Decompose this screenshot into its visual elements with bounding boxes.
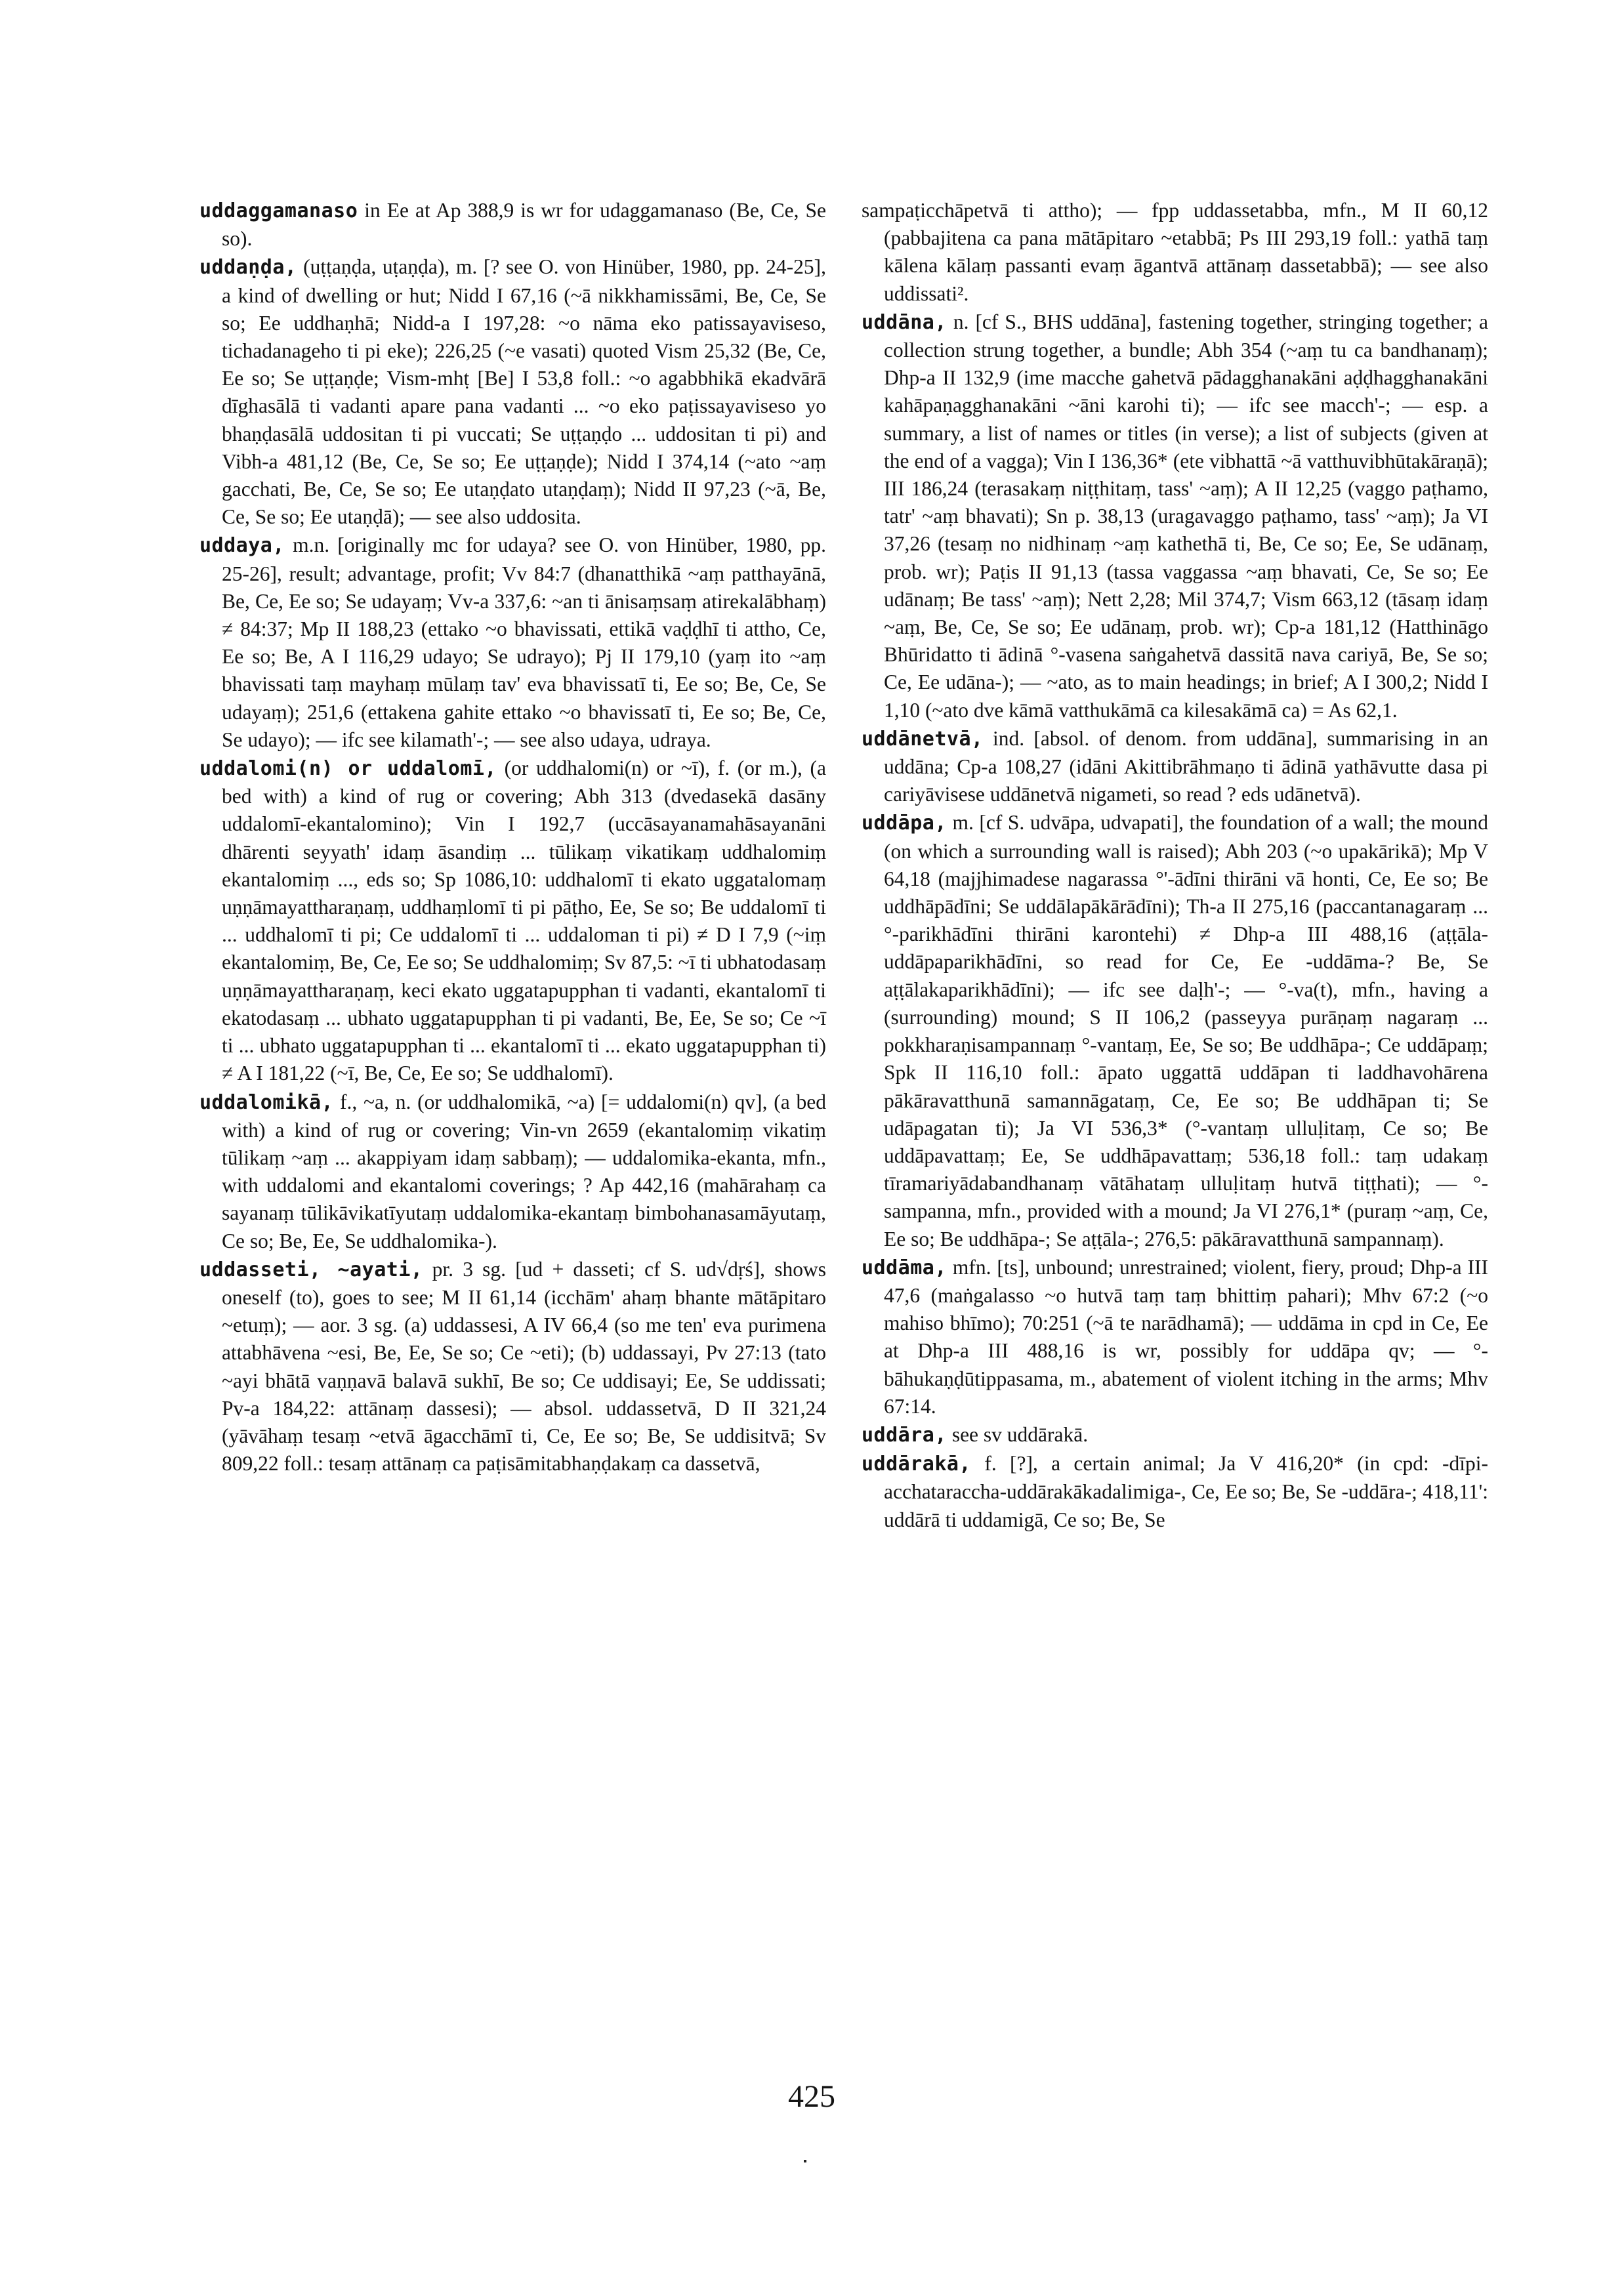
entry-headword: uddārakā, — [862, 1453, 972, 1476]
entry-text: sampaṭicchāpetvā ti attho); — fpp uddassetabba, mfn., M II 60,12 (pabbajitena ca pana mātāpitaro ~etabbā; Ps III 293,19 foll.: yathā taṃ kālena kālaṃ passanti evaṃ āgantvā attānaṃ dassetabbā); — see also uddissati². — [862, 199, 1488, 305]
entry-text: mfn. [ts], unbound; unrestrained; violent, fiery, proud; Dhp-a III 47,6 (maṅgalasso ~o hutvā taṃ taṃ bhittiṃ pahari); Mhv 67:2 (~o mahiso bhīmo); 70:251 (~ā te narādhamā); — uddāma in cpd in Ce, Ee at Dhp-a III 488,16 is wr, possibly for uddāpa qv; — °-bāhukaṇḍūtippasama, m., abatement of violent itching in the arms; Mhv 67:14. — [884, 1255, 1488, 1418]
entry-headword: uddānetvā, — [862, 727, 984, 751]
entry-text: (or uddhalomi(n) or ~ī), f. (or m.), (a bed with) a kind of rug or covering; Abh 313 (dvedasekā dasāny uddalomī-ekantalomino); Vin I 192,7 (uccāsayanamahāsayanāni dhārenti seyyath' idaṃ āsandiṃ ... tūlikaṃ vikatikaṃ uddhalomiṃ ekantalomiṃ ..., eds so; Sp 1086,10: uddhalomī ti ekato uggatalomaṃ uṇṇāmayattharaṇaṃ, uddhaṃlomī ti pi pāṭho, Ee, Se so; Be uddalomī ti ... uddhalomī ti pi; Ce uddalomī ti ... uddaloman ti pi) ≠ D I 7,9 (~iṃ ekantalomiṃ, Be, Ce, Ee so; Se uddhalomiṃ; Sv 87,5: ~ī ti ubhatodasaṃ uṇṇāmayattharaṇaṃ, keci ekato uggatapupphan ti vadanti, ekantalomī ti ekatodasaṃ ... ubhato uggatapupphan ti pi vadanti, Be, Ee, Se so; Ce ~ī ti ... ubhato uggatapupphan ti ... ekantalomī ti ... ekato uggatapupphan ti) ≠ A I 181,22 (~ī, Be, Ce, Ee so; Se uddhalomī). — [222, 756, 826, 1085]
left-column — [199, 197, 826, 1478]
dictionary-entry — [862, 1450, 1488, 1534]
entry-text: m.n. [originally mc for udaya? see O. von Hinüber, 1980, pp. 25-26], result; advantage, profit; Vv 84:7 (dhanatthikā ~aṃ patthayānā, Be, Ce, Ee so; Se udayaṃ; Vv-a 337,6: ~an ti ānisaṃsaṃ atirekalābhaṃ) ≠ 84:37; Mp II 188,23 (ettako ~o bhavissati, ettikā vaḍḍhī ti attho, Ce, Ee so; Be, A I 116,29 udayo; Se udrayo); Pj II 179,10 (yaṃ ito ~aṃ bhavissati taṃ mayhaṃ mūlaṃ tav' eva bhavissatī ti, Ee so; Be, Ce, Se udayaṃ); 251,6 (ettakena gahite ettako ~o bhavissatī ti, Ee so; Be, Ce, Se udayo); — ifc see kilamath'-; — see also udaya, udraya. — [222, 533, 826, 751]
entry-headword: uddaggamanaso — [199, 199, 358, 222]
dictionary-entry — [199, 531, 826, 754]
page-number: 425 — [788, 2079, 835, 2114]
entry-text: n. [cf S., BHS uddāna], fastening together, stringing together; a collection strung together, a bundle; Abh 354 (~aṃ tu ca bandhanaṃ); Dhp-a II 132,9 (ime macche gahetvā pādagghanakāni aḍḍhagghanakāni kahāpaṇagghanakāni ~āni karohi ti); — ifc see macch'-; — esp. a summary, a list of names or titles (in verse); a list of subjects (given at the end of a vagga); Vin I 136,36* (ete vibhattā ~ā vatthuvibhūtakāraṇā); III 186,24 (terasakaṃ niṭṭhitaṃ, tass' ~aṃ); A II 12,25 (vaggo paṭhamo, tatr' ~aṃ bhavati); Sn p. 38,13 (uragavaggo paṭhamo, tass' ~aṃ); Ja VI 37,26 (tesaṃ no nidhinaṃ ~aṃ kathethā ti, Be, Ce so; Ee, Se udānaṃ, prob. wr); Paṭis II 91,13 (tassa vaggassa ~aṃ bhavati, Ce, Se so; Ee udānaṃ; Be tass' ~aṃ); Nett 2,28; Mil 374,7; Vism 663,12 (tāsaṃ idaṃ ~aṃ, Be, Ce, Se so; Ee udānaṃ, prob. wr); Cp-a 181,12 (Hatthināgo Bhūridatto ti ādinā °-vasena saṅgahetvā dassitā nava cariyā, Be, Se so; Ce, Ee udāna-); — ~ato, as to main headings; in brief; A I 300,2; Nidd I 1,10 (~ato dve kāmā vatthukāmā ca kilesakāmā ca) = As 62,1. — [884, 310, 1488, 722]
dictionary-entry — [862, 308, 1488, 724]
entry-text: (uṭṭaṇḍa, uṭaṇḍa), m. [? see O. von Hinüber, 1980, pp. 24-25], a kind of dwelling or hut; Nidd I 67,16 (~ā nikkhamissāmi, Be, Ce, Se so; Ee uddhaṇhā; Nidd-a I 197,28: ~o nāma eko patissayaviseso, tichadanageho ti pi eke); 226,25 (~e vasati) quoted Vism 25,32 (Be, Ce, Ee so; Se uṭṭaṇḍe; Vism-mhṭ [Be] I 53,8 foll.: ~o agabbhikā ekadvārā dīghasālā ti vadanti apare pana vadanti ... ~o eko paṭissayaviseso yo bhaṇḍasālā uddositan ti pi vuccati; Se uṭṭaṇḍo ... uddositan ti pi) and Vibh-a 481,12 (Be, Ce, Se so; Ee uṭṭaṇḍe); Nidd I 374,14 (~ato ~aṃ gacchati, Be, Ce, Se so; Ee utaṇḍato utaṇḍaṃ); Nidd II 97,23 (~ā, Be, Ce, Se so; Ee utaṇḍā); — see also uddosita. — [222, 255, 826, 529]
entry-text: in Ee at Ap 388,9 is wr for udaggamanaso (Be, Ce, Se so). — [222, 199, 827, 251]
dictionary-entry — [862, 1254, 1488, 1420]
entry-text: m. [cf S. udvāpa, udvapati], the foundation of a wall; the mound (on which a surrounding wall is raised); Abh 203 (~o upakārikā); Mp V 64,18 (majjhimadese nagarassa °'-ādīni thirāni vā honti, Ce, Ee so; Be uddhāpādīni; Se uddālapākārādīni); Th-a II 275,16 (paccantanagaraṃ ... °-parikhādīni thirāni karontehi) ≠ Dhp-a III 488,16 (aṭṭāla-uddāpaparikhādīni, so read for Ce, Ee -uddāma-? Be, Se aṭṭālakaparikhādīni); — ifc see daḷh'-; — °-va(t), mfn., having a (surrounding) mound; S II 106,2 (passeyya purāṇaṃ nagaraṃ ... pokkharaṇisampannaṃ °-vantaṃ, Ee, Se so; Be uddhāpa-; Ce uddāpaṃ; Spk II 116,10 foll.: āpato uggattā uddāpan ti laddhavohārena pākāravatthunā samannāgataṃ, Ce, Ee so; Be uddhāpan ti; Se udāpagatan ti); Ja VI 536,3* (°-vantaṃ ulluḷitaṃ, Ce so; Be uddāpavattaṃ; Ee, Se uddhāpavattaṃ; 536,18 foll.: taṃ udakaṃ tīramariyādabandhanaṃ vātāhataṃ ulluḷitaṃ hutvā tiṭṭhati); — °-sampanna, mfn., provided with a mound; Ja VI 276,1* (puraṃ ~aṃ, Ce, Ee so; Be uddhāpa-; Se aṭṭāla-; 276,5: pākāravatthunā sampannaṃ). — [884, 811, 1489, 1251]
entry-headword: uddāra, — [862, 1423, 947, 1447]
entry-text: ind. [absol. of denom. from uddāna], summarising in an uddāna; Cp-a 108,27 (idāni Akittibrāhmaṇo ti ādinā yathāvutte dasa pi cariyāvisese uddānetvā nigameti, so read ? eds udānetvā). — [884, 726, 1489, 806]
dictionary-entry — [862, 809, 1488, 1252]
entry-text: see sv uddārakā. — [951, 1422, 1089, 1446]
dictionary-entry — [199, 755, 826, 1087]
entry-text: f., ~a, n. (or uddhalomikā, ~a) [= uddalomi(n) qv], (a bed with) a kind of rug or covering; Vin-vn 2659 (ekantalomiṃ vikatiṃ tūlikaṃ ~aṃ ... akappiyam idaṃ sabbaṃ); — uddalomika-ekanta, mfn., with uddalomi and ekantalomi coverings; ? Ap 442,16 (mahārahaṃ ca sayanaṃ tūlikāvikatīyutaṃ uddalomika-ekantaṃ bimbohanasamāyutaṃ, Ce so; Be, Ee, Se uddhalomika-). — [222, 1090, 827, 1252]
dictionary-entry — [862, 725, 1488, 809]
entry-text: f. [?], a certain animal; Ja V 416,20* (in cpd: -dīpi-acchataraccha-uddārakākadalimiga-, Ce, Ee so; Be, Se -uddāra-; 418,11': uddārā ti uddamigā, Ce so; Be, Se — [884, 1452, 1488, 1531]
entry-headword: uddaya, — [199, 534, 285, 558]
entry-headword: uddāna, — [862, 310, 947, 334]
right-column — [862, 197, 1488, 1535]
dictionary-entry — [199, 253, 826, 531]
entry-headword: uddaṇḍa, — [199, 256, 297, 279]
entry-headword: uddalomi(n) or uddalomī, — [199, 757, 497, 781]
entry-headword: uddāma, — [862, 1256, 947, 1279]
entry-headword: uddalomikā, — [199, 1090, 334, 1114]
entry-headword: uddāpa, — [862, 812, 947, 835]
entry-headword: uddasseti, ~ayati, — [199, 1258, 423, 1281]
dictionary-entry — [199, 1088, 826, 1255]
dictionary-entry — [199, 1256, 826, 1478]
scan-speck — [804, 2160, 806, 2162]
entry-text: pr. 3 sg. [ud + dasseti; cf S. ud√dṛś], shows oneself (to), goes to see; M II 61,14 (icchām' ahaṃ bhante mātāpitaro ~etuṃ); — aor. 3 sg. (a) uddassesi, A IV 66,4 (so me ten' eva purimena attabhāvena ~esi, Be, Ee, Se so; Ce ~eti); (b) uddassayi, Pv 27:13 (tato ~ayi bhātā vaṇṇavā balavā sukhī, Be so; Ce uddisayi; Ee, Se uddissati; Pv-a 184,22: attānaṃ dassesi); — absol. uddassetvā, D II 321,24 (yāvāhaṃ tesaṃ ~etvā āgacchāmī ti, Ce, Ee so; Be, Se uddisitvā; Sv 809,22 foll.: tesaṃ attānaṃ ca paṭisāmitabhaṇḍakaṃ ca dassetvā, — [222, 1257, 826, 1476]
dictionary-entry — [199, 197, 826, 253]
dictionary-entry — [862, 1421, 1488, 1449]
dictionary-entry-continuation — [862, 197, 1488, 308]
